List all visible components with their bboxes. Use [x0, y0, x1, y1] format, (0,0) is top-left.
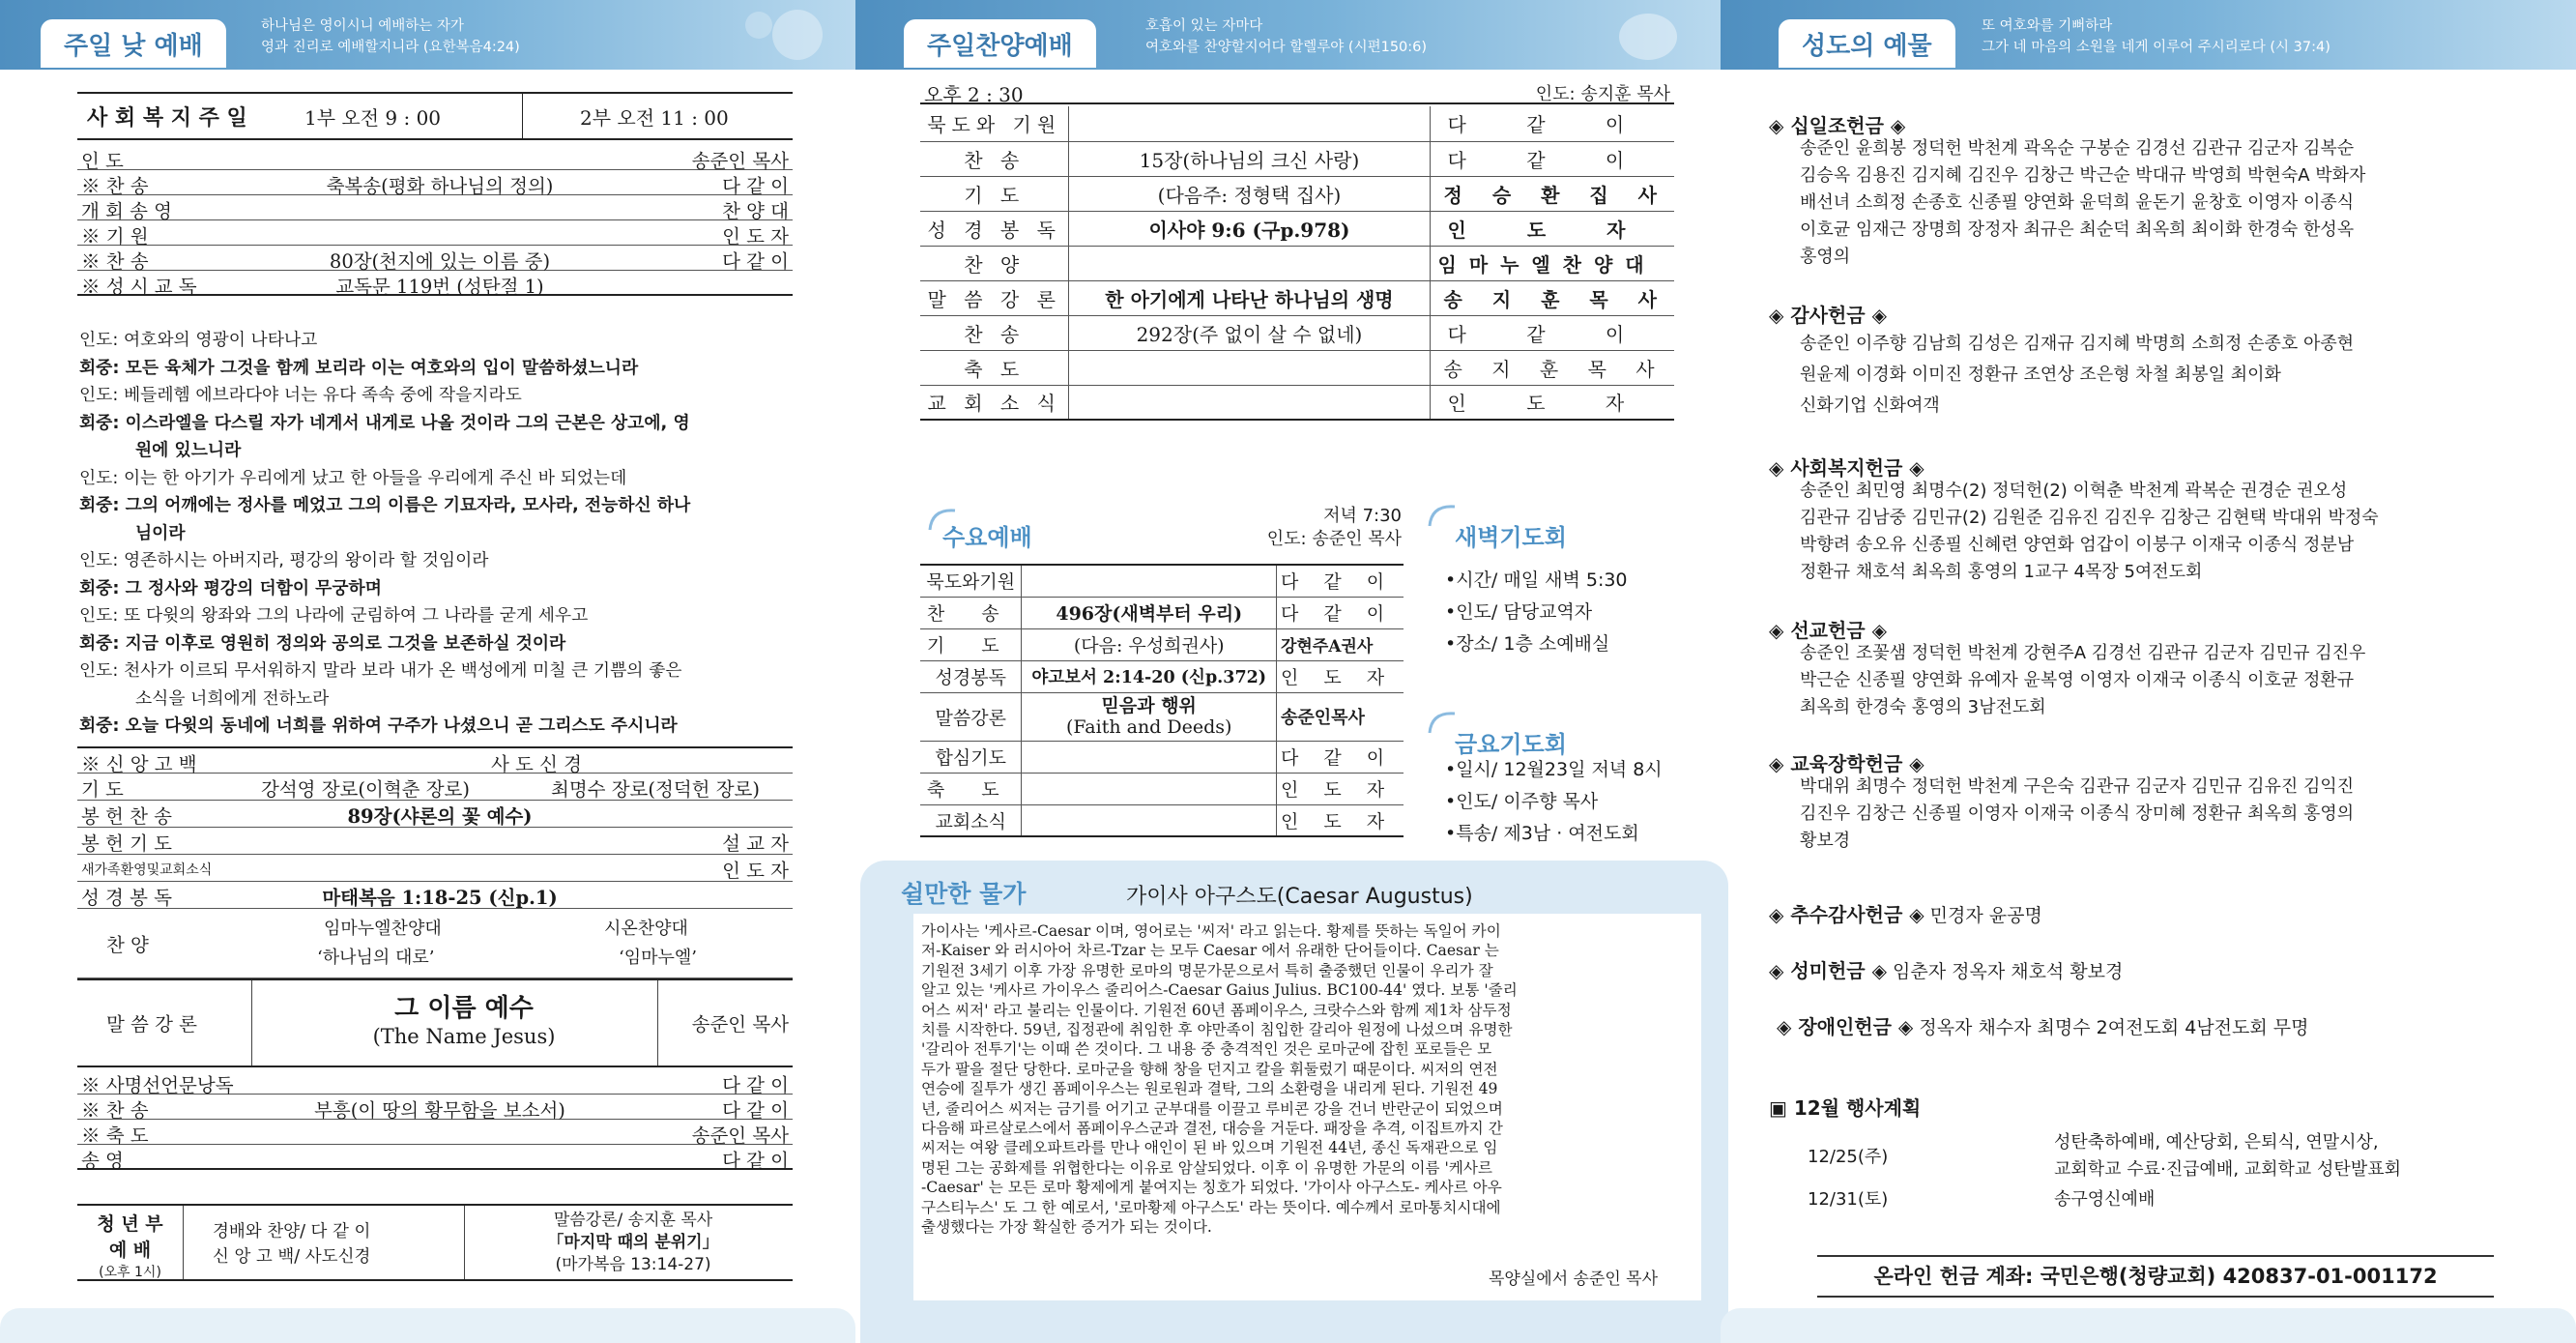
- anthem-row: 찬 양 임마누엘찬양대 ‘하나님의 대로’ 시온찬양대 ‘임마누엘’: [77, 909, 793, 978]
- event-date: 12/31(토): [1808, 1189, 1889, 1210]
- service-title-row: [77, 92, 793, 140]
- welfare-title: ◈ 사회복지헌금 ◈: [1769, 456, 1925, 480]
- table-row: 묵도와기원 다 같 이: [920, 565, 1404, 597]
- wednesday-order-table: [920, 564, 1404, 837]
- praying-hands-icon: [1556, 6, 1701, 64]
- table-row: 묵도와 기원 다 같 이: [920, 106, 1674, 141]
- events-title: ▣ 12월 행사계획: [1769, 1096, 1922, 1120]
- tithe-title: ◈ 십일조헌금 ◈: [1769, 114, 1906, 137]
- header-verse: 하나님은 영이시니 예배하는 자가 영과 진리로 예배할지니라 (요한복음4:24): [261, 18, 520, 55]
- order-row: 새가족환영및교회소식 인 도 자: [77, 855, 793, 882]
- order-row: ※ 찬 송 축복송(평화 하나님의 정의) 다 같 이: [77, 170, 793, 195]
- table-row: 찬 송 292장(주 없이 살 수 없네) 다 같 이: [920, 315, 1674, 350]
- dove-icon: [691, 6, 836, 64]
- wednesday-time: 저녁 7:30 인도: 송준인 목사: [1266, 506, 1402, 549]
- friday-prayer-info: •일시/ 12월23일 저녁 8시 •인도/ 이주향 목사 •특송/ 제3남 · 여전도회: [1445, 759, 1663, 844]
- praise-order-table: [920, 106, 1674, 421]
- order-row: ※ 성 시 교 독 교독문 119번 (성탄절 1): [77, 271, 793, 296]
- order-row: ※ 사명선언문낭독 다 같 이: [77, 1069, 793, 1095]
- sunday-service-title: 주일 낮 예배: [41, 19, 226, 68]
- sunday-service-header: [0, 0, 855, 70]
- mission-title: ◈ 선교헌금 ◈: [1769, 619, 1887, 642]
- wednesday-service-title: 수요예배: [942, 524, 1032, 551]
- table-row: 찬 송 496장(새벽부터 우리) 다 같 이: [920, 597, 1404, 628]
- offerings-title: 성도의 예물: [1779, 19, 1955, 68]
- order-row: ※ 신 앙 고 백 사 도 신 경: [77, 746, 793, 774]
- header-verse: 또 여호와를 기뻐하라 그가 네 마음의 소원을 네게 이루어 주시리로다 (시 37:4): [1982, 18, 2330, 55]
- table-row: 찬 양 임 마 누 엘 찬 양 대: [920, 246, 1674, 280]
- rice-offering: ◈ 성미헌금 ◈ 임춘자 정옥자 채호석 황보경: [1769, 959, 2124, 982]
- harvest-offering: ◈ 추수감사헌금 ◈ 민경자 윤공명: [1769, 903, 2042, 926]
- table-row: 성경봉독 야고보서 2:14-20 (신p.372) 인 도 자: [920, 660, 1404, 692]
- praise-service-title: 주일찬양예배: [904, 19, 1096, 68]
- table-row: 성 경 봉 독 이사야 9:6 (구p.978) 인 도 자: [920, 211, 1674, 246]
- sermon-english-title: (The Name Jesus): [372, 1025, 556, 1048]
- event-date: 12/25(주): [1808, 1147, 1889, 1167]
- footer-band: [0, 1308, 855, 1343]
- order-row: ※ 기 원 인 도 자: [77, 220, 793, 246]
- order-row: 개 회 송 영 찬 양 대: [77, 195, 793, 220]
- event-desc: 성탄축하예배, 예산당회, 은퇴식, 연말시상, 교회학교 수료·진급예배, 교회학교 성탄발표회: [2054, 1132, 2401, 1180]
- tithe-names: 송준인 윤희봉 정덕헌 박천계 곽옥순 구봉순 김경선 김관규 김군자 김복순 김승옥 김용진 김지혜 김진우 김창근 박근순 박대규 박영희 박현숙A 박화자 배선녀 소희정 손종호 신종필 양연화 윤덕희 윤돈기 윤창호 이영자 이종식 이호균 임재근 장명희 장정자 최규은 최순덕 최옥희 최이화 한경숙 한성옥 홍영의: [1800, 138, 2366, 267]
- table-row: 기 도 (다음: 우성희권사) 강현주A권사: [920, 628, 1404, 660]
- order-row: 봉 헌 기 도 설 교 자: [77, 828, 793, 855]
- table-row: 축 도 인 도 자: [920, 773, 1404, 804]
- order-row: ※ 축 도 송준인 목사: [77, 1120, 793, 1145]
- thanksgiving-title: ◈ 감사헌금 ◈: [1769, 304, 1887, 327]
- order-row: 송 영 다 같 이: [77, 1145, 793, 1170]
- welfare-names: 송준인 최민영 최명수(2) 정덕헌(2) 이혁춘 박천계 곽복순 권경순 권오성 김관규 김남중 김민규(2) 김원준 김유진 김진우 김창근 김현택 박대위 박정숙 박향려 송오유 신종필 신혜련 양연화 엄갑이 이붕구 이재국 이종식 정분남 정환규 채호석 최옥희 홍영의 1교구 4목장 5여전도회: [1800, 481, 2379, 582]
- header-verse: 호흡이 있는 자마다 여호와를 찬양할지어다 할렐루야 (시편150:6): [1145, 18, 1428, 55]
- table-row: 말씀강론 믿음과 행위 (Faith and Deeds) 송준인목사: [920, 692, 1404, 741]
- service-title: 사 회 복 지 주 일: [87, 104, 247, 131]
- order-row: 인 도 송준인 목사: [77, 145, 793, 170]
- essay-signature: 목양실에서 송준인 목사: [1489, 1270, 1659, 1289]
- disability-offering: ◈ 장애인헌금 ◈ 정옥자 채수자 최명수 2여전도회 4남전도회 무명: [1777, 1015, 2309, 1038]
- scholarship-names: 박대위 최명수 정덕헌 박천계 구은숙 김관규 김군자 김민규 김유진 김익진 김진우 김창근 신종필 이영자 이재국 이종식 장미혜 정환규 최옥희 홍영의 황보경: [1800, 776, 2355, 851]
- table-row: 축 도 송 지 훈 목 사: [920, 350, 1674, 385]
- praise-time-row: 오후 2 : 30 인도: 송지훈 목사: [920, 77, 1674, 104]
- table-row: 교회소식 인 도 자: [920, 804, 1404, 836]
- table-row: 찬 송 15장(하나님의 크신 사랑) 다 같 이: [920, 141, 1674, 176]
- youth-service-box: 청 년 부 예 배 (오후 1시) 경배와 찬양/ 다 같 이 신 앙 고 백/ 사도신경 말씀강론/ 송지훈 목사 「마지막 때의 분위기」 (마가복음 13:14-27): [77, 1204, 793, 1281]
- mission-names: 송준인 조꽃샘 정덕헌 박천계 강현주A 김경선 김관규 김군자 김민규 김진우 박근순 신종필 양연화 유예자 윤복영 이영자 이재국 이종식 이호균 정환규 최옥희 한경숙 홍영의 3남전도회: [1800, 643, 2366, 717]
- essay-header: 쉴만한 물가: [901, 880, 1027, 908]
- essay-body: 가이사는 '케사르-Caesar 이며, 영어로는 '씨저' 라고 읽는다. 황제를 뜻하는 독일어 카이 저-Kaiser 와 러시아어 차르-Tzar 는 모두 Caesar 에서 유래한 단어들이다. Caesar 는 기원전 3세기 이후 가장 유명한 로마의 명문가문으로서 특히 출중했던 인물이 우리가 잘 알고 있는 '케사르 가이우스 줄리어스-Caesar Gaius Julius. BC100-44' 였다. 보통 '줄리 어스 씨저' 라고 불리는 인물이다. 기원전 60년 폼페이우스, 크랏수스와 함께 제1차 삼두정 치를 시작한다. 59년, 집정관에 취임한 후 야만족이 침입한 갈리아 원정에 나섰으며 유명한 '갈리아 전투기'는 이때 쓴 것이다. 그 내용 중 충격적인 것은 로마군에 잡힌 포로들은 모 두가 팔을 절단 당한다. 로마군을 향해 창을 던지고 칼을 휘둘렀기 때문이다. 씨저의 연전 연승에 질투가 생긴 폼페이우스는 원로원과 결탁, 그의 소환령을 내리게 된다. 기원전 49 년, 줄리어스 씨저는 금기를 어기고 군부대를 이끌고 루비콘 강을 건너 반란군이 되었으며 다음해 파르살로스에서 폼페이우스군과 결전, 대승을 거둔다. 패장을 추격, 이집트까지 간 씨저는 여왕 클레오파트라를 만나 애인이 된 바 있으며 기원전 44년, 종신 독재관으로 임 명된 그는 공화제를 위협한다는 이유로 암살되었다. 이후 이 유명한 가문의 이름 '케사르 -Caesar' 는 모든 로마 황제에게 붙여지는 칭호가 되었다. '가이사 아구스도- 케사르 아우 구스티누스' 도 그 한 예로서, '로마황제 아구스도' 라는 뜻이다. 예수께서 로마통치시대에 출생했다는 가장 확실한 증거가 되는 것이다.: [921, 922, 1518, 1237]
- thanksgiving-names: 송준인 이주향 김남희 김성은 김재규 김지혜 박명희 소희정 손종호 아종현 원윤제 이경화 이미진 정환규 조연상 조은형 차철 최봉일 최이화 신화기업 신화여객: [1800, 334, 2355, 416]
- part1-time: 1부 오전 9 : 00: [304, 105, 442, 130]
- table-row: 합심기도 다 같 이: [920, 741, 1404, 773]
- table-row: 기 도 (다음주: 정형택 집사) 정 승 환 집 사: [920, 176, 1674, 211]
- order-row: ※ 찬 송 부흥(이 땅의 황무함을 보소서) 다 같 이: [77, 1095, 793, 1120]
- responsive-reading: 인도: 여호와의 영광이 나타나고 회중: 모든 육체가 그것을 함께 보리라 이는 여호와의 입이 말씀하셨느니라 인도: 베들레헴 에브라다야 너는 유다 족속 중에 작을지라도 회중: 이스라엘을 다스릴 자가 네게서 내게로 나올 것이라 그의 근본은 상고에, 영 원에 있느니라 인도: 이는 한 아기가 우리에게 났고 한 아들을 우리에게 주신 바 되었는데 회중: 그의 어깨에는 정사를 메었고 그의 이름은 기묘자라, 모사라, 전능하신 하나 님이라 인도: 영존하시는 아버지라, 평강의 왕이라 할 것임이라 회중: 그 정사와 평강의 더함이 무궁하며 인도: 또 다윗의 왕좌와 그의 나라에 군림하여 그 나라를 굳게 세우고 회중: 지금 이후로 영원히 정의와 공의로 그것을 보존하실 것이라 인도: 천사가 이르되 무서워하지 말라 보라 내가 온 백성에게 미칠 큰 기쁨의 좋은 소식을 너희에게 전하노라 회중: 오늘 다윗의 동네에 너희를 위하여 구주가 나셨으니 곧 그리스도 주시니라: [79, 330, 691, 736]
- essay-title: 가이사 아구스도(Caesar Augustus): [1126, 885, 1473, 909]
- order-row: 기 도 강석영 장로(이혁춘 장로) 최명수 장로(정덕헌 장로): [77, 774, 793, 801]
- part2-time: 2부 오전 11 : 00: [580, 105, 729, 130]
- event-desc: 송구영신예배: [2054, 1189, 2156, 1210]
- dawn-prayer-info: •시간/ 매일 새벽 5:30 •인도/ 담당교역자 •장소/ 1층 소예배실: [1445, 569, 1628, 655]
- scholarship-title: ◈ 교육장학헌금 ◈: [1769, 752, 1925, 775]
- order-row: ※ 찬 송 80장(천지에 있는 이름 중) 다 같 이: [77, 246, 793, 271]
- order-row: 봉 헌 찬 송 89장(샤론의 꽃 예수): [77, 801, 793, 828]
- footer-band: [1721, 1308, 2576, 1343]
- order-row: 성 경 봉 독 마태복음 1:18-25 (신p.1): [77, 882, 793, 909]
- table-row: 교 회 소 식 인 도 자: [920, 385, 1674, 420]
- swirl-icon: [926, 505, 965, 534]
- dawn-prayer-title: 새벽기도회: [1455, 524, 1567, 551]
- online-offering-account: 온라인 헌금 계좌: 국민은행(청량교회) 420837-01-001172: [1817, 1255, 2494, 1298]
- praise-service-header: [855, 0, 1721, 70]
- friday-prayer-title: 금요기도회: [1455, 731, 1567, 758]
- sermon-title: 그 이름 예수: [394, 994, 534, 1023]
- table-row: 말 씀 강 론 한 아기에게 나타난 하나님의 생명 송 지 훈 목 사: [920, 280, 1674, 315]
- sermon-row: 말 씀 강 론 그 이름 예수 (The Name Jesus) 송준인 목사: [77, 978, 793, 1067]
- offerings-header: [1721, 0, 2576, 70]
